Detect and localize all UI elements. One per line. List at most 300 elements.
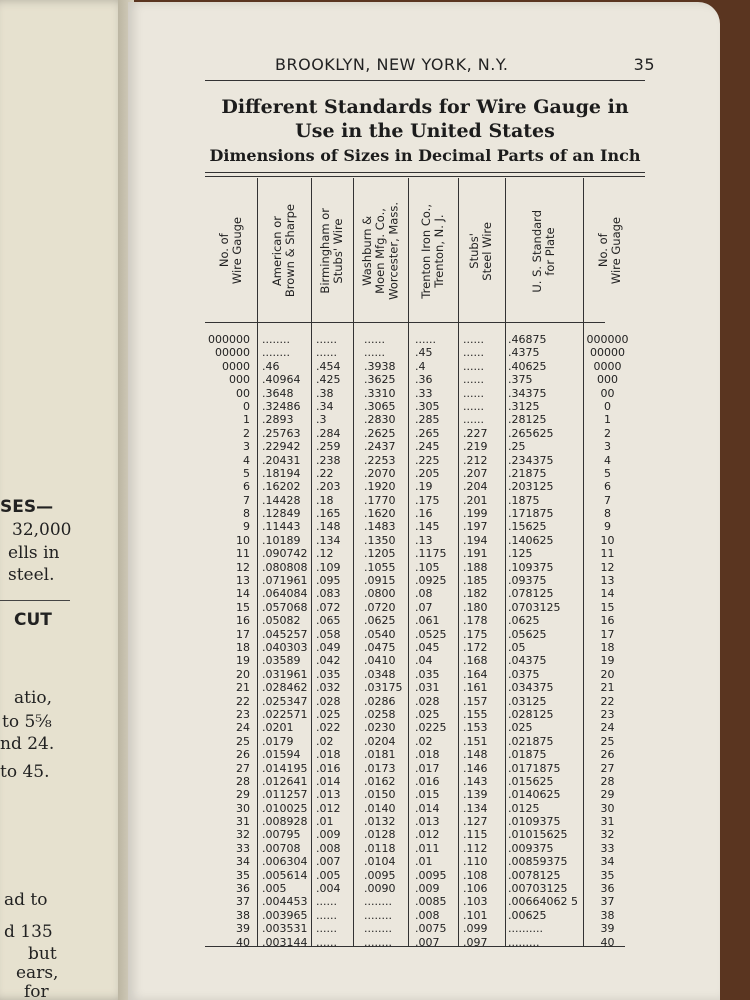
table-cell: .016 <box>415 774 440 788</box>
table-cell: .127 <box>463 815 488 829</box>
table-cell: .......... <box>508 922 543 936</box>
table-cell: 34 <box>600 855 615 869</box>
table-cell: 21 <box>600 681 615 695</box>
table-cell: .0258 <box>364 707 396 721</box>
table-cell: .1770 <box>364 493 396 507</box>
table-cell: 23 <box>236 707 250 721</box>
table-cell: .108 <box>463 868 488 882</box>
column-header-birmingham: Birmingham or Stubs' Wire <box>317 208 345 294</box>
table-cell: .022 <box>316 721 341 735</box>
table-cell: .1483 <box>364 520 396 534</box>
column-trenton <box>415 333 457 949</box>
table-cell: .148 <box>316 520 341 534</box>
table-cell: .157 <box>463 694 488 708</box>
table-cell: .197 <box>463 520 488 534</box>
table-cell: .018 <box>415 748 440 762</box>
table-cell: .145 <box>415 520 440 534</box>
table-cell: .0078125 <box>508 868 561 882</box>
table-cell: ...... <box>463 399 484 413</box>
column-header-trenton: Trenton Iron Co., Trenton, N. J. <box>418 203 446 299</box>
table-cell: .011257 <box>262 788 308 802</box>
table-cell: 37 <box>236 895 250 909</box>
table-cell: .0348 <box>364 667 396 681</box>
left-fragment: d 135 <box>4 922 53 942</box>
header-rule <box>205 80 645 81</box>
table-cell: .0162 <box>364 774 396 788</box>
table-cell: .00708 <box>262 841 301 855</box>
table-cell: ...... <box>316 935 337 949</box>
table-cell: .115 <box>463 828 488 842</box>
table-cell: .05625 <box>508 627 547 641</box>
table-cell: .15625 <box>508 520 547 534</box>
table-cell: .134 <box>463 801 488 815</box>
table-cell: .112 <box>463 841 488 855</box>
table-cell: .012 <box>415 828 440 842</box>
table-cell: 38 <box>600 908 615 922</box>
table-cell: .203125 <box>508 480 554 494</box>
table-cell: .010025 <box>262 801 308 815</box>
table-cell: 25 <box>236 734 250 748</box>
table-cell: .003531 <box>262 922 308 936</box>
table-cell: .009 <box>415 882 440 896</box>
table-top-rule-2 <box>205 176 645 177</box>
table-cell: .182 <box>463 587 488 601</box>
table-title-line2: Use in the United States <box>295 120 555 142</box>
table-cell: 32 <box>236 828 250 842</box>
table-cell: .03589 <box>262 654 301 668</box>
table-cell: .040303 <box>262 640 308 654</box>
table-cell: .00664062 5 <box>508 895 578 909</box>
table-cell: .143 <box>463 774 488 788</box>
table-cell: .00625 <box>508 908 547 922</box>
table-cell: .3625 <box>364 373 396 387</box>
table-cell: .006304 <box>262 855 308 869</box>
table-cell: .0925 <box>415 574 447 588</box>
table-cell: .13 <box>415 533 433 547</box>
table-cell: .3310 <box>364 386 396 400</box>
table-cell: 15 <box>236 600 250 614</box>
table-cell: .46 <box>262 359 280 373</box>
table-cell: .035 <box>415 667 440 681</box>
table-cell: .168 <box>463 654 488 668</box>
table-cell: 31 <box>236 815 250 829</box>
table-cell: .2893 <box>262 413 294 427</box>
table-cell: .0173 <box>364 761 396 775</box>
table-cell: 37 <box>600 895 615 909</box>
table-cell: .07 <box>415 600 433 614</box>
table-cell: .0703125 <box>508 600 561 614</box>
table-cell: .025347 <box>262 694 308 708</box>
table-cell: 3 <box>243 440 250 454</box>
table-cell: .188 <box>463 560 488 574</box>
table-cell: 34 <box>236 855 250 869</box>
table-cell: .2253 <box>364 453 396 467</box>
table-cell: .0075 <box>415 922 447 936</box>
table-cell: .203 <box>316 480 341 494</box>
table-cell: .245 <box>415 440 440 454</box>
table-cell: .22942 <box>262 440 301 454</box>
table-cell: ........ <box>364 908 392 922</box>
left-fragment: nd 24. <box>0 734 55 754</box>
table-cell: .057068 <box>262 600 308 614</box>
table-cell: .3125 <box>508 399 540 413</box>
table-cell: .175 <box>463 627 488 641</box>
table-cell: .172 <box>463 640 488 654</box>
table-cell: .22 <box>316 466 334 480</box>
table-cell: .078125 <box>508 587 554 601</box>
table-cell: 000000 <box>208 333 250 346</box>
table-cell: .08 <box>415 587 433 601</box>
table-cell: .4 <box>415 359 426 373</box>
left-fragment: 32,000 <box>12 520 72 540</box>
table-cell: .265 <box>415 426 440 440</box>
table-cell: 000 <box>229 373 250 387</box>
table-cell: .0132 <box>364 815 396 829</box>
table-cell: .155 <box>463 707 488 721</box>
table-cell: .09375 <box>508 574 547 588</box>
table-cell: 11 <box>236 547 250 561</box>
table-cell: 00 <box>600 386 615 400</box>
table-cell: .0410 <box>364 654 396 668</box>
table-cell: 33 <box>236 841 250 855</box>
table-cell: 7 <box>243 493 250 507</box>
table-cell: 0000 <box>593 359 622 373</box>
table-cell: 10 <box>236 533 250 547</box>
table-cell: 6 <box>604 480 611 494</box>
table-cell: .425 <box>316 373 341 387</box>
table-cell: 39 <box>236 922 250 936</box>
table-cell: 3 <box>604 440 611 454</box>
table-cell: .194 <box>463 533 488 547</box>
table-cell: .0286 <box>364 694 396 708</box>
table-cell: .110 <box>463 855 488 869</box>
table-cell: ........ <box>364 935 392 949</box>
table-cell: 00 <box>236 386 250 400</box>
table-cell: .16202 <box>262 480 301 494</box>
table-cell: .2625 <box>364 426 396 440</box>
table-cell: .134 <box>316 533 341 547</box>
table-cell: .064084 <box>262 587 308 601</box>
table-cell: 9 <box>243 520 250 534</box>
table-cell: 31 <box>600 815 615 829</box>
table-cell: 36 <box>236 882 250 896</box>
left-divider <box>0 600 70 601</box>
table-cell: .3938 <box>364 359 396 373</box>
table-cell: .3065 <box>364 399 396 413</box>
table-cell: .058 <box>316 627 341 641</box>
table-cell: 4 <box>243 453 250 467</box>
header-city: BROOKLYN, NEW YORK, N.Y. <box>275 55 509 74</box>
table-cell: .12 <box>316 547 334 561</box>
table-cell: .1875 <box>508 493 540 507</box>
table-cell: 28 <box>600 774 615 788</box>
table-cell: ........ <box>262 333 290 346</box>
table-cell: .0128 <box>364 828 396 842</box>
table-cell: .0625 <box>508 614 540 628</box>
table-cell: ...... <box>364 346 385 360</box>
table-cell: .0181 <box>364 748 396 762</box>
table-cell: ...... <box>463 359 484 373</box>
table-cell: .015625 <box>508 774 554 788</box>
table-cell: .161 <box>463 681 488 695</box>
table-cell: 39 <box>600 922 615 936</box>
table-cell: .009 <box>316 828 341 842</box>
table-cell: .164 <box>463 667 488 681</box>
table-cell: .0095 <box>364 868 396 882</box>
table-cell: .375 <box>508 373 533 387</box>
table-cell: .0125 <box>508 801 540 815</box>
table-cell: .20431 <box>262 453 301 467</box>
table-cell: 18 <box>600 640 615 654</box>
table-cell: .0109375 <box>508 815 561 829</box>
column-washburn <box>364 333 408 949</box>
table-cell: 28 <box>236 774 250 788</box>
column-gauge-right <box>585 333 630 949</box>
table-cell: .238 <box>316 453 341 467</box>
table-cell: .04 <box>415 654 433 668</box>
table-cell: 14 <box>236 587 250 601</box>
table-cell: 0 <box>243 399 250 413</box>
table-cell: 35 <box>236 868 250 882</box>
table-cell: .025 <box>415 707 440 721</box>
table-cell: 00000 <box>590 346 625 360</box>
table-cell: 12 <box>600 560 615 574</box>
left-page <box>0 0 128 1000</box>
table-cell: .013 <box>415 815 440 829</box>
table-cell: 6 <box>243 480 250 494</box>
table-subtitle: Dimensions of Sizes in Decimal Parts of an Inch <box>209 146 641 165</box>
table-cell: 29 <box>600 788 615 802</box>
table-cell: ...... <box>316 333 337 346</box>
table-cell: .013 <box>316 788 341 802</box>
table-cell: .004 <box>316 882 341 896</box>
table-cell: 1 <box>243 413 250 427</box>
table-cell: .00859375 <box>508 855 568 869</box>
table-cell: 19 <box>600 654 615 668</box>
table-cell: .0179 <box>262 734 294 748</box>
table-cell: .028125 <box>508 707 554 721</box>
table-cell: .095 <box>316 574 341 588</box>
table-cell: .191 <box>463 547 488 561</box>
table-cell: .185 <box>463 574 488 588</box>
table-cell: .008 <box>316 841 341 855</box>
table-cell: ........ <box>262 346 290 360</box>
table-cell: 36 <box>600 882 615 896</box>
table-cell: .12849 <box>262 507 301 521</box>
table-cell: .153 <box>463 721 488 735</box>
table-cell: .0171875 <box>508 761 561 775</box>
table-cell: .031 <box>415 681 440 695</box>
table-cell: .207 <box>463 466 488 480</box>
table-cell: .234375 <box>508 453 554 467</box>
table-cell: 16 <box>236 614 250 628</box>
table-cell: 20 <box>236 667 250 681</box>
table-cell: .05082 <box>262 614 301 628</box>
left-fragment: SES— <box>0 497 54 517</box>
table-cell: .005 <box>262 882 287 896</box>
table-cell: ......... <box>508 935 540 949</box>
table-cell: 5 <box>604 466 611 480</box>
table-cell: 16 <box>600 614 615 628</box>
table-cell: ...... <box>316 346 337 360</box>
table-cell: .034375 <box>508 681 554 695</box>
table-cell: .34 <box>316 399 334 413</box>
table-cell: .40964 <box>262 373 301 387</box>
table-cell: .0540 <box>364 627 396 641</box>
table-top-rule <box>205 172 645 173</box>
table-cell: .34375 <box>508 386 547 400</box>
table-cell: .0140625 <box>508 788 561 802</box>
column-birmingham <box>316 333 352 949</box>
table-cell: .005614 <box>262 868 308 882</box>
table-cell: .03125 <box>508 694 547 708</box>
table-cell: .18 <box>316 493 334 507</box>
table-cell: .007 <box>415 935 440 949</box>
table-cell: .012 <box>316 801 341 815</box>
table-cell: 32 <box>600 828 615 842</box>
table-cell: 00000 <box>215 346 250 360</box>
table-cell: 40 <box>236 935 250 949</box>
table-cell: 12 <box>236 560 250 574</box>
table-cell: .139 <box>463 788 488 802</box>
table-cell: 13 <box>600 574 615 588</box>
table-cell: .38 <box>316 386 334 400</box>
table-cell: .109375 <box>508 560 554 574</box>
table-cell: ...... <box>463 346 484 360</box>
left-fragment: CUT <box>14 610 52 630</box>
table-cell: .11443 <box>262 520 301 534</box>
table-cell: 26 <box>600 748 615 762</box>
table-cell: .201 <box>463 493 488 507</box>
table-cell: .225 <box>415 453 440 467</box>
table-cell: .061 <box>415 614 440 628</box>
table-cell: .0150 <box>364 788 396 802</box>
table-cell: .1620 <box>364 507 396 521</box>
table-cell: .042 <box>316 654 341 668</box>
table-cell: .0525 <box>415 627 447 641</box>
page-header <box>155 55 655 77</box>
table-cell: .28125 <box>508 413 547 427</box>
table-cell: .0720 <box>364 600 396 614</box>
table-cell: .2070 <box>364 466 396 480</box>
table-cell: .028 <box>415 694 440 708</box>
table-cell: .035 <box>316 667 341 681</box>
table-cell: .148 <box>463 748 488 762</box>
table-cell: .165 <box>316 507 341 521</box>
column-header-gauge-right: No. of Wire Guage <box>596 217 624 285</box>
table-cell: .10189 <box>262 533 301 547</box>
table-cell: .014 <box>415 801 440 815</box>
table-cell: .083 <box>316 587 341 601</box>
table-cell: .009375 <box>508 841 554 855</box>
table-cell: .045 <box>415 640 440 654</box>
table-cell: 0 <box>604 399 611 413</box>
table-title-line1: Different Standards for Wire Gauge in <box>221 96 629 118</box>
table-cell: .01 <box>316 815 334 829</box>
left-fragment: but <box>28 944 57 964</box>
column-header-american: American or Brown & Sharpe <box>269 204 297 298</box>
table-cell: .007 <box>316 855 341 869</box>
table-cell: .14428 <box>262 493 301 507</box>
left-fragment: for <box>24 982 49 1000</box>
table-cell: .03175 <box>364 681 403 695</box>
left-fragment: ad to <box>4 890 48 910</box>
table-cell: .180 <box>463 600 488 614</box>
table-cell: .045257 <box>262 627 308 641</box>
left-fragment: ells in <box>8 543 60 563</box>
table-cell: .022571 <box>262 707 308 721</box>
table-cell: .080808 <box>262 560 308 574</box>
table-cell: .028 <box>316 694 341 708</box>
table-cell: 15 <box>600 600 615 614</box>
table-cell: .45 <box>415 346 433 360</box>
table-cell: 26 <box>236 748 250 762</box>
table-cell: 30 <box>236 801 250 815</box>
table-cell: ...... <box>316 922 337 936</box>
table-cell: .212 <box>463 453 488 467</box>
table-cell: .025 <box>316 707 341 721</box>
table-cell: .01015625 <box>508 828 568 842</box>
table-cell: .32486 <box>262 399 301 413</box>
table-cell: ...... <box>364 333 385 346</box>
table-cell: 23 <box>600 707 615 721</box>
column-header-stubs-steel: Stubs' Steel Wire <box>467 221 495 281</box>
table-cell: .3 <box>316 413 327 427</box>
table-cell: 35 <box>600 868 615 882</box>
table-cell: 9 <box>604 520 611 534</box>
table-cell: .0104 <box>364 855 396 869</box>
table-cell: .02 <box>415 734 433 748</box>
table-cell: .008 <box>415 908 440 922</box>
table-cell: 8 <box>243 507 250 521</box>
table-cell: .00795 <box>262 828 301 842</box>
table-cell: ...... <box>463 373 484 387</box>
table-cell: 2 <box>243 426 250 440</box>
table-cell: 19 <box>236 654 250 668</box>
table-cell: .259 <box>316 440 341 454</box>
column-header-us-standard: U. S. Standard for Plate <box>529 209 557 293</box>
table-cell: .015 <box>415 788 440 802</box>
table-cell: 21 <box>236 681 250 695</box>
table-cell: .018 <box>316 748 341 762</box>
table-cell: .101 <box>463 908 488 922</box>
table-cell: .146 <box>463 761 488 775</box>
table-cell: 000 <box>597 373 618 387</box>
table-cell: .0204 <box>364 734 396 748</box>
table-cell: .04375 <box>508 654 547 668</box>
table-cell: .454 <box>316 359 341 373</box>
table-cell: 22 <box>600 694 615 708</box>
table-cell: .219 <box>463 440 488 454</box>
table-cell: .18194 <box>262 466 301 480</box>
table-cell: 18 <box>236 640 250 654</box>
table-cell: .103 <box>463 895 488 909</box>
table-cell: .140625 <box>508 533 554 547</box>
table-cell: .031961 <box>262 667 308 681</box>
table-cell: ...... <box>463 333 484 346</box>
table-cell: .1350 <box>364 533 396 547</box>
table-cell: .025 <box>508 721 533 735</box>
table-cell: .1920 <box>364 480 396 494</box>
table-cell: .0201 <box>262 721 294 735</box>
table-cell: 33 <box>600 841 615 855</box>
table-cell: .090742 <box>262 547 308 561</box>
table-cell: .109 <box>316 560 341 574</box>
table-cell: .227 <box>463 426 488 440</box>
table-cell: .4375 <box>508 346 540 360</box>
table-cell: .028462 <box>262 681 308 695</box>
table-cell: ........ <box>364 895 392 909</box>
